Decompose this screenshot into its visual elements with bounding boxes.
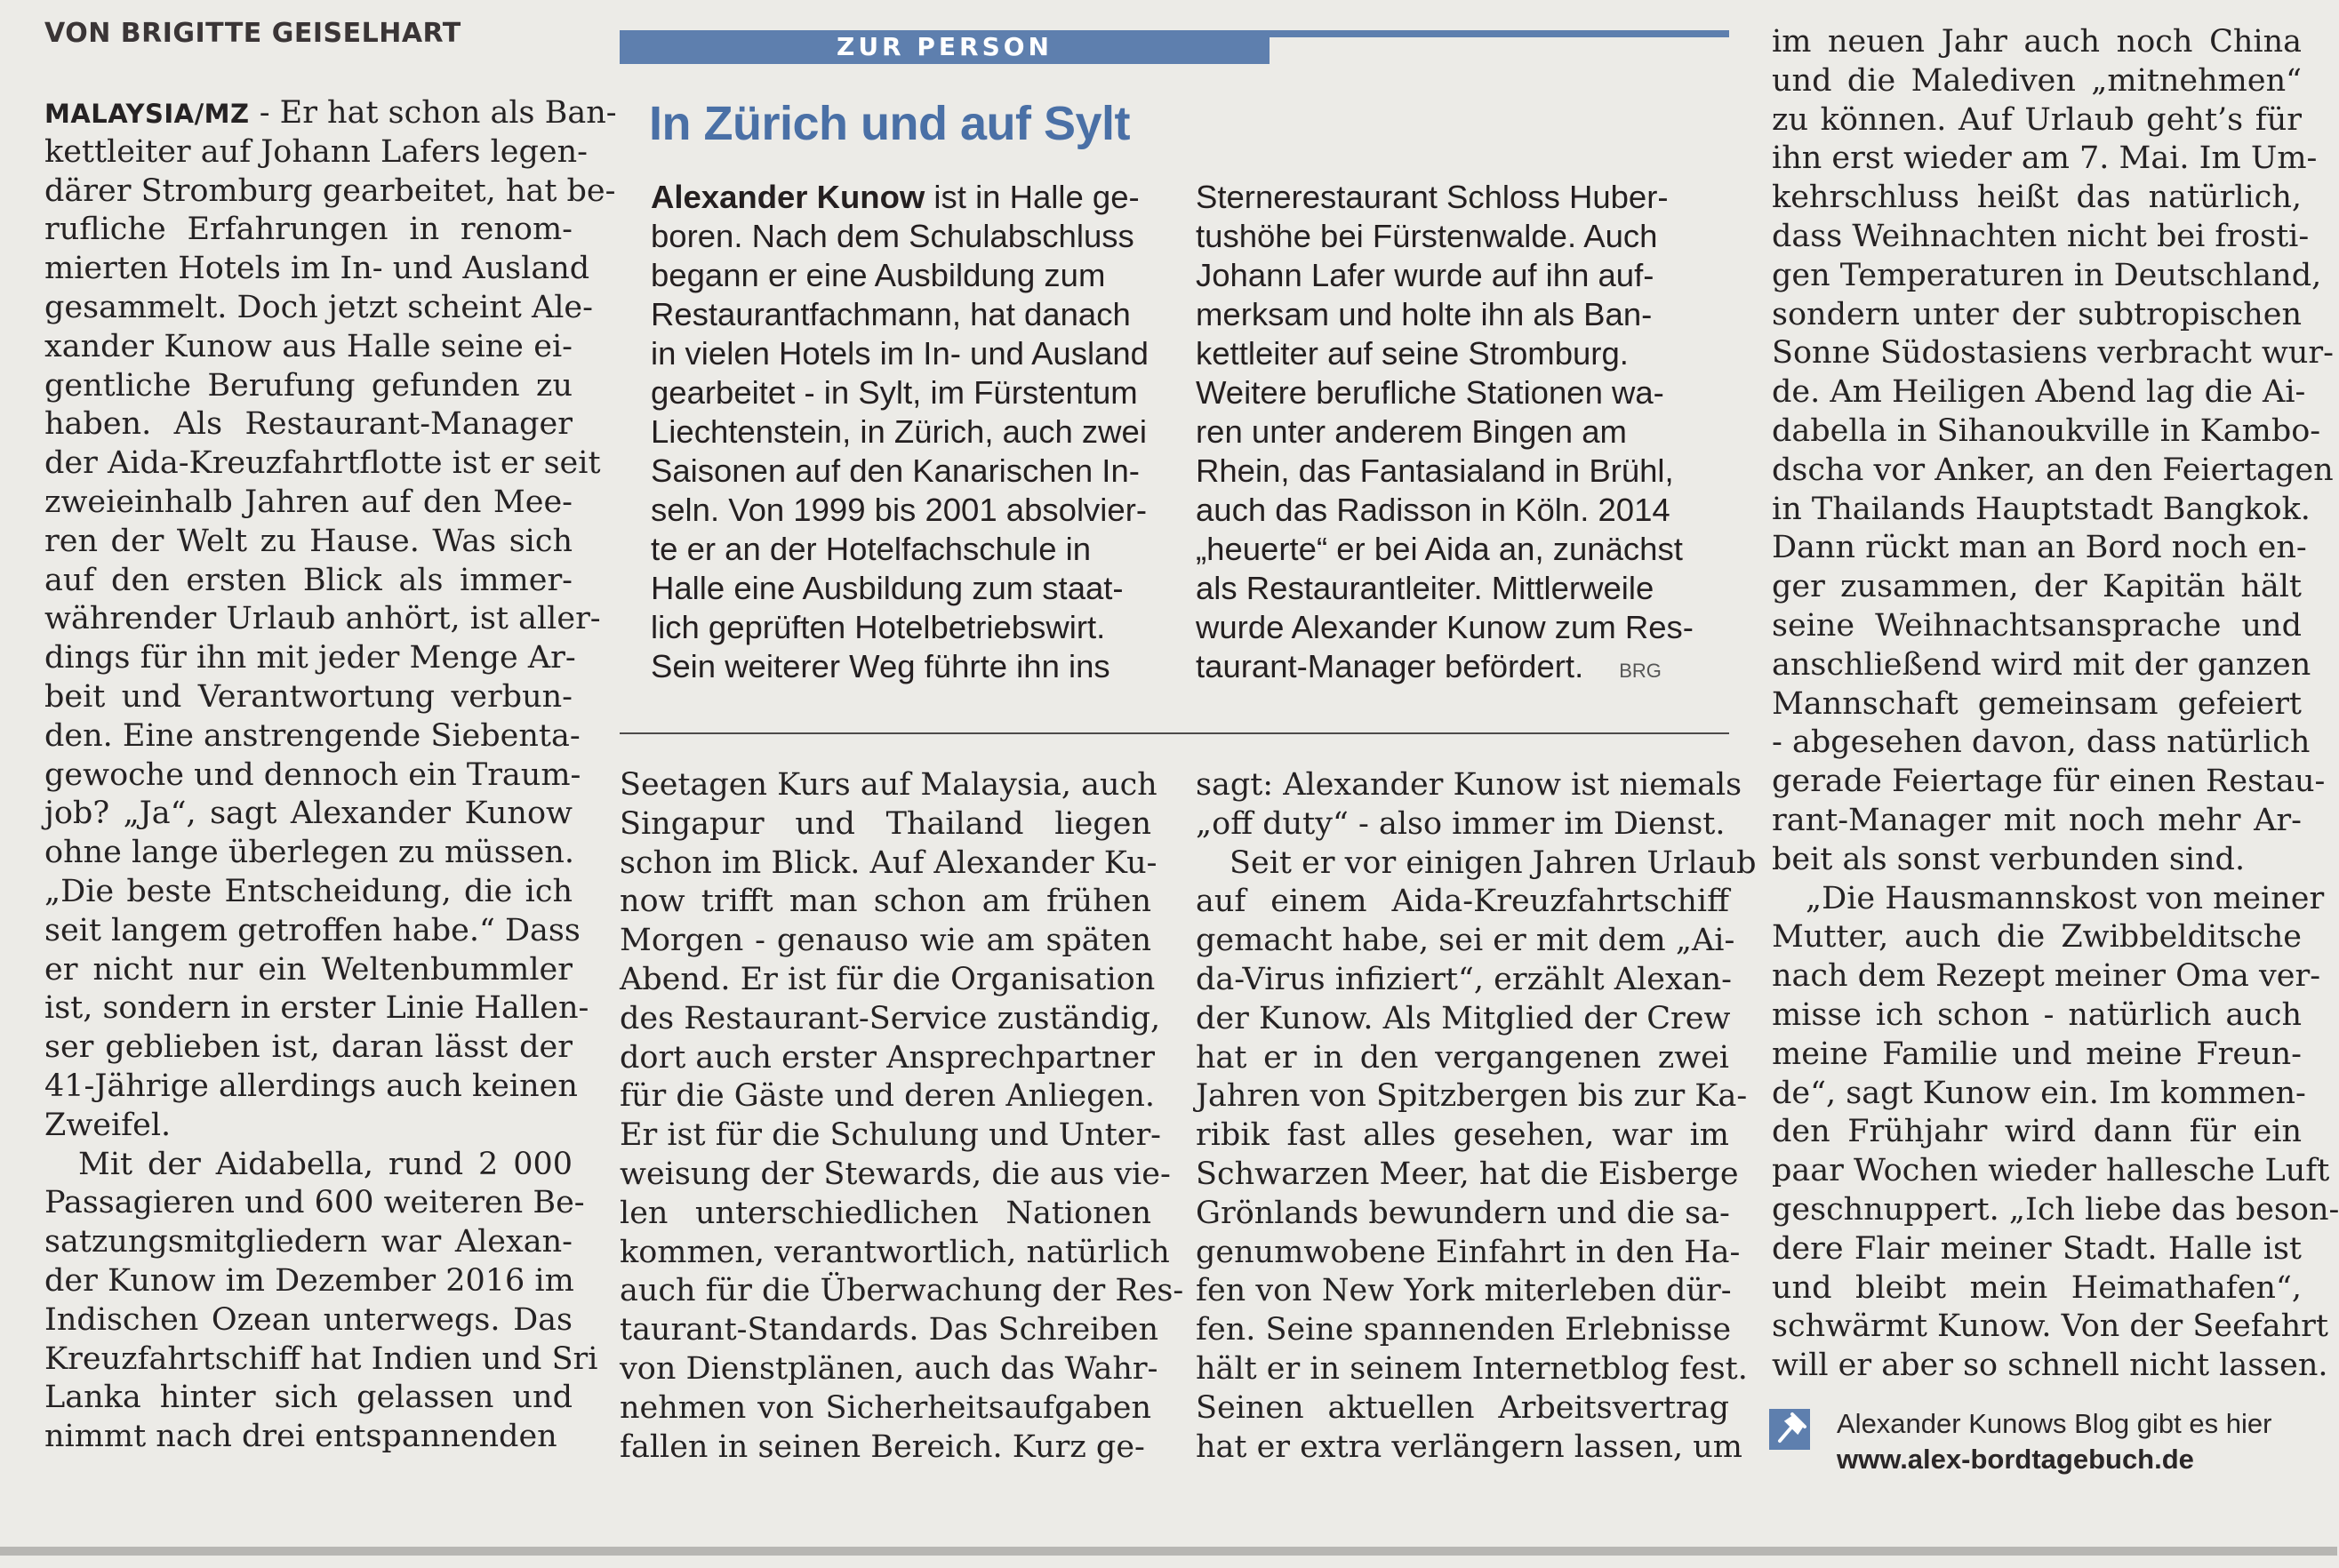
text-line: ohne lange überlegen zu müssen.	[44, 835, 575, 871]
text-line: de. Am Heiligen Abend lag die Ai-	[1772, 374, 2306, 411]
box-name: Alexander Kunow	[651, 179, 925, 215]
text-line: sagt: Alexander Kunow ist niemals	[1196, 767, 1742, 803]
text-line: Restaurantfachmann, hat danach	[651, 296, 1131, 332]
text-line: seit langem getroffen habe.“ Dass	[44, 912, 581, 948]
text-line: Passagieren und 600 weiteren Be-	[44, 1185, 585, 1221]
text-line: nehmen von Sicherheitsaufgaben	[620, 1389, 1151, 1426]
text-line: ren der Welt zu Hause. Was sich	[44, 523, 573, 559]
text-line: Sein weiterer Weg führte ihn ins	[651, 648, 1110, 684]
article-column-4	[1772, 23, 2339, 1386]
text-line: seln. Von 1999 bis 2001 absolvier-	[651, 492, 1148, 528]
text-line: haben. Als Restaurant-Manager	[44, 406, 573, 443]
text-line: in Thailands Hauptstadt Bangkok.	[1772, 491, 2311, 527]
text-line: gemacht habe, sei er mit dem „Ai-	[1196, 923, 1735, 959]
text-line: beit als sonst verbunden sind.	[1772, 841, 2246, 877]
text-line: er nicht nur ein Weltenbummler	[44, 951, 573, 988]
text-line: „Die Hausmannskost von meiner	[1806, 880, 2325, 916]
text-line: Mutter, auch die Zwibbelditsche	[1772, 919, 2302, 956]
text-line: dscha vor Anker, an den Feiertagen	[1772, 452, 2334, 488]
text-line: nach dem Rezept meiner Oma ver-	[1772, 958, 2321, 995]
text-line: 41-Jährige allerdings auch keinen	[44, 1068, 578, 1104]
text-line: gearbeitet - in Sylt, im Fürstentum	[651, 374, 1138, 411]
text-line: der Aida-Kreuzfahrtflotte ist er seit	[44, 445, 601, 482]
text-line: merksam und holte ihn als Ban-	[1196, 296, 1653, 332]
text-line: der Kunow im Dezember 2016 im	[44, 1262, 574, 1299]
text-line: anschließend wird mit der ganzen	[1772, 646, 2311, 683]
text-line: als Restaurantleiter. Mittlerweile	[1196, 570, 1654, 606]
text-line: Sternerestaurant Schloss Huber-	[1196, 179, 1669, 215]
text-line: wurde Alexander Kunow zum Res-	[1196, 609, 1694, 645]
text-line: auch für die Überwachung der Res-	[620, 1273, 1184, 1309]
text-line	[651, 178, 1162, 217]
text-line: rufliche Erfahrungen in renom-	[44, 212, 573, 248]
text-line: fallen in seinen Bereich. Kurz ge-	[620, 1428, 1145, 1465]
text-line: schwärmt Kunow. Von der Seefahrt	[1772, 1308, 2328, 1345]
text-line: „heuerte“ er bei Aida an, zunächst	[1196, 531, 1683, 567]
text-line: rant-Manager mit noch mehr Ar-	[1772, 802, 2302, 838]
text-line: taurant-Manager befördert.	[1196, 648, 1584, 684]
text-line: sondern unter der subtropischen	[1772, 296, 2302, 332]
text-line: dort auch erster Ansprechpartner	[620, 1039, 1155, 1076]
author-tag: BRG	[1619, 660, 1662, 682]
text-line: misse ich schon - natürlich auch	[1772, 996, 2302, 1033]
text-line: mierten Hotels im In- und Ausland	[44, 251, 590, 287]
text-line: der Kunow. Als Mitglied der Crew	[1196, 1000, 1731, 1036]
text-line	[44, 94, 617, 133]
text-line: Singapur und Thailand liegen	[620, 805, 1151, 842]
text-line: ist, sondern in erster Linie Hallen-	[44, 990, 589, 1027]
text-line: seine Weihnachtsansprache und	[1772, 607, 2302, 644]
text-line: Saisonen auf den Kanarischen In-	[651, 452, 1140, 489]
text-line: Rhein, das Fantasialand in Brühl,	[1196, 452, 1674, 489]
text-line: auf einem Aida-Kreuzfahrtschiff	[1196, 884, 1729, 920]
text-line: Weitere berufliche Stationen wa-	[1196, 374, 1664, 411]
text-line: Mannschaft gemeinsam gefeiert	[1772, 685, 2302, 722]
text-line: Jahren von Spitzbergen bis zur Ka-	[1196, 1078, 1748, 1115]
text-line: gewoche und dennoch ein Traum-	[44, 756, 581, 793]
text-line: därer Stromburg gearbeitet, hat be-	[44, 172, 616, 209]
text-line: tushöhe bei Fürstenwalde. Auch	[1196, 218, 1658, 254]
text-line: „off duty“ - also immer im Dienst.	[1196, 805, 1726, 842]
text-line: Morgen - genauso wie am späten	[620, 923, 1151, 959]
text-line: Kreuzfahrtschiff hat Indien und Sri	[44, 1340, 598, 1377]
text-line: Sonne Südostasiens verbracht wur-	[1772, 335, 2334, 372]
text-line: im neuen Jahr auch noch China	[1772, 24, 2302, 60]
text-line: genumwobene Einfahrt in den Ha-	[1196, 1234, 1741, 1270]
text-line: Grönlands bewundern und die sa-	[1196, 1195, 1730, 1231]
text-line: den Frühjahr wird dann für ein	[1772, 1114, 2302, 1150]
text-line: fen. Seine spannenden Erlebnisse	[1196, 1312, 1732, 1348]
text-line: lich geprüften Hotelbetriebswirt.	[651, 609, 1106, 645]
text-line: dabella in Sihanoukville in Kambo-	[1772, 412, 2321, 449]
text-line: satzungsmitgliedern war Alexan-	[44, 1224, 573, 1260]
text-line: kettleiter auf Johann Lafers legen-	[44, 133, 588, 170]
text-line: - abgesehen davon, dass natürlich	[1772, 724, 2311, 761]
text-line: Seit er vor einigen Jahren Urlaub	[1230, 844, 1757, 881]
text-line: Abend. Er ist für die Organisation	[620, 961, 1156, 997]
text-line: ren unter anderem Bingen am	[1196, 413, 1627, 450]
text-line: - Er hat schon als Ban-	[249, 95, 617, 131]
text-line: ribik fast alles gesehen, war im	[1196, 1117, 1729, 1154]
text-line: ihn erst wieder am 7. Mai. Im Um-	[1772, 140, 2318, 177]
text-line: paar Wochen wieder hallesche Luft	[1772, 1153, 2330, 1189]
text-line: ger zusammen, der Kapitän hält	[1772, 569, 2302, 605]
text-line: hält er in seinem Internetblog fest.	[1196, 1350, 1748, 1387]
text-line: und bleibt mein Heimathafen“,	[1772, 1269, 2302, 1306]
text-line: schon im Blick. Auf Alexander Ku-	[620, 844, 1157, 881]
text-line: Seetagen Kurs auf Malaysia, auch	[620, 767, 1157, 803]
text-line: weisung der Stewards, die aus vie-	[620, 1156, 1171, 1192]
text-line: taurant-Standards. Das Schreiben	[620, 1312, 1159, 1348]
box-headline: In Zürich und auf Sylt	[649, 97, 1130, 150]
text-line: da-Virus infiziert“, erzählt Alexan-	[1196, 961, 1732, 997]
article-column-3	[1196, 766, 1757, 1467]
box-bottom-rule	[620, 732, 1729, 734]
text-line: len unterschiedlichen Nationen	[620, 1195, 1151, 1231]
text-line: boren. Nach dem Schulabschluss	[651, 218, 1134, 254]
text-line: job? „Ja“, sagt Alexander Kunow	[44, 796, 573, 832]
author-byline: VON BRIGITTE GEISELHART	[44, 18, 461, 49]
text-line: nimmt nach drei entspannenden	[44, 1419, 557, 1455]
text-line: Lanka hinter sich gelassen und	[44, 1380, 573, 1416]
link-pin-icon	[1769, 1409, 1810, 1450]
text-line: Liechtenstein, in Zürich, auch zwei	[651, 413, 1147, 450]
text-line: dass Weihnachten nicht bei frosti-	[1772, 218, 2310, 254]
text-line: ser geblieben ist, daran lässt der	[44, 1029, 573, 1066]
text-line: zweieinhalb Jahren auf den Mee-	[44, 484, 573, 520]
dateline: MALAYSIA/MZ	[44, 99, 250, 129]
box-header-bar-line	[1270, 30, 1729, 37]
text-line: gerade Feiertage für einen Restau-	[1772, 764, 2326, 800]
text-line: gentliche Berufung gefunden zu	[44, 367, 573, 404]
text-line: auch das Radisson in Köln. 2014	[1196, 492, 1670, 528]
text-line: Indischen Ozean unterwegs. Das	[44, 1301, 573, 1338]
text-line: für die Gäste und deren Anliegen.	[620, 1078, 1156, 1115]
text-line: Halle eine Ausbildung zum staat-	[651, 570, 1124, 606]
text-line: dere Flair meiner Stadt. Halle ist	[1772, 1230, 2302, 1267]
text-line: kehrschluss heißt das natürlich,	[1772, 180, 2302, 216]
text-line: in vielen Hotels im In- und Ausland	[651, 335, 1149, 372]
text-line: dings für ihn mit jeder Menge Ar-	[44, 640, 576, 676]
text-line: will er aber so schnell nicht lassen.	[1772, 1348, 2328, 1384]
text-line: gesammelt. Doch jetzt scheint Ale-	[44, 289, 593, 325]
text-line: Zweifel.	[44, 1107, 172, 1143]
text-line: geschnuppert. „Ich liebe das beson-	[1772, 1191, 2339, 1228]
text-line: kommen, verantwortlich, natürlich	[620, 1234, 1170, 1270]
text-line: begann er eine Ausbildung zum	[651, 257, 1106, 293]
text-line: gen Temperaturen in Deutschland,	[1772, 257, 2322, 293]
text-line: und die Malediven „mitnehmen“	[1772, 62, 2302, 99]
text-line: Johann Lafer wurde auf ihn auf-	[1196, 257, 1654, 293]
text-line: ist in Halle ge-	[925, 179, 1140, 215]
text-line: von Dienstplänen, auch das Wahr-	[620, 1350, 1158, 1387]
text-line: te er an der Hotelfachschule in	[651, 531, 1092, 567]
text-line: währender Urlaub anhört, ist aller-	[44, 601, 601, 637]
box-column-right	[1196, 178, 1729, 686]
text-line: de“, sagt Kunow ein. Im kommen-	[1772, 1075, 2306, 1111]
text-line: beit und Verantwortung verbun-	[44, 678, 573, 715]
text-line: auf den ersten Blick als immer-	[44, 562, 573, 598]
text-line: now trifft man schon am frühen	[620, 884, 1151, 920]
text-line: meine Familie und meine Freun-	[1772, 1036, 2302, 1072]
text-line: Mit der Aidabella, rund 2 000	[78, 1146, 573, 1182]
text-line: hat er in den vergangenen zwei	[1196, 1039, 1729, 1076]
article-column-1	[44, 94, 617, 1457]
text-line: Er ist für die Schulung und Unter-	[620, 1117, 1161, 1154]
text-line: xander Kunow aus Halle seine ei-	[44, 328, 573, 364]
text-line: Seinen aktuellen Arbeitsvertrag	[1196, 1389, 1729, 1426]
text-line: Schwarzen Meer, hat die Eisberge	[1196, 1156, 1739, 1192]
text-line: des Restaurant-Service zuständig,	[620, 1000, 1161, 1036]
text-line: hat er extra verlängern lassen, um	[1196, 1428, 1742, 1465]
box-header-bar-gap	[1270, 37, 1729, 64]
blog-link-label: Alexander Kunows Blog gibt es hier	[1837, 1408, 2272, 1439]
blog-link-url[interactable]: www.alex-bordtagebuch.de	[1837, 1444, 2194, 1475]
text-line: kettleiter auf seine Stromburg.	[1196, 335, 1629, 372]
box-kicker: ZUR PERSON	[837, 32, 1053, 61]
text-line: den. Eine anstrengende Siebenta-	[44, 717, 581, 754]
page-bottom-rule	[0, 1547, 2337, 1556]
text-line: Dann rückt man an Bord noch en-	[1772, 530, 2307, 566]
text-line: „Die beste Entscheidung, die ich	[44, 873, 573, 909]
text-line: zu können. Auf Urlaub geht’s für	[1772, 101, 2302, 138]
article-column-2	[620, 766, 1184, 1467]
text-line	[1196, 647, 1729, 686]
text-line: fen von New York miterleben dür-	[1196, 1273, 1732, 1309]
box-column-left	[651, 178, 1162, 686]
